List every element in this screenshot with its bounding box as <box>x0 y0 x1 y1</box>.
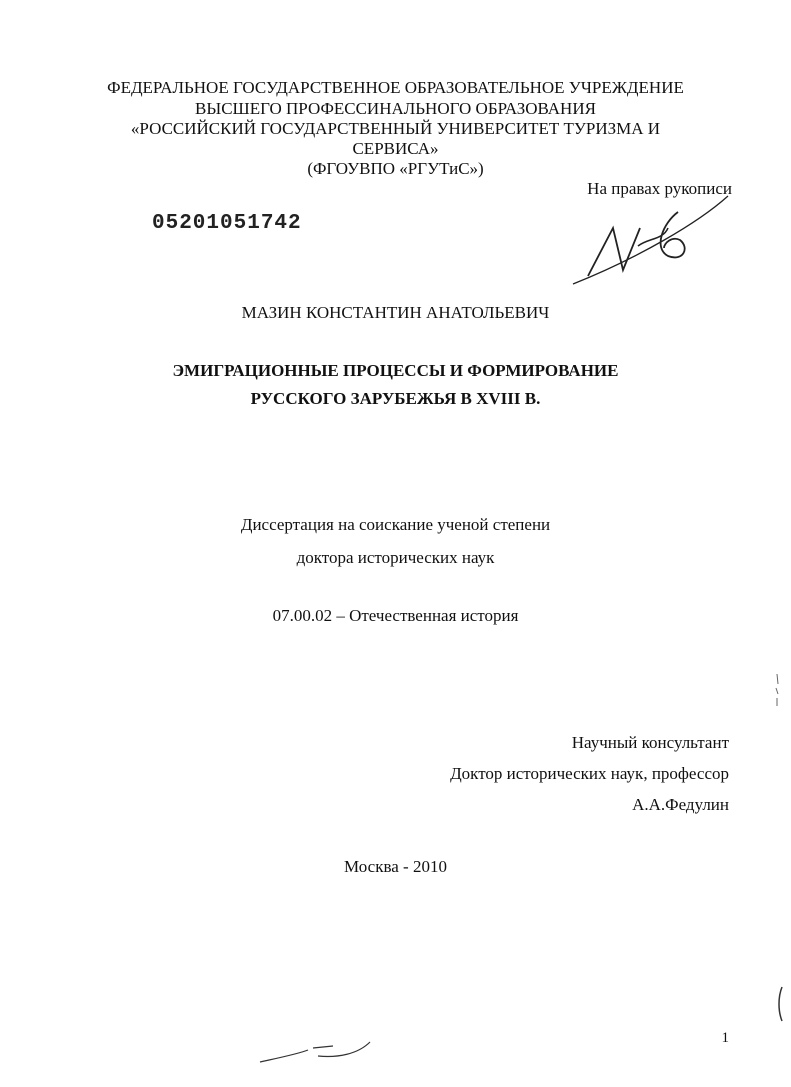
scribble-mark <box>258 1036 378 1066</box>
scan-mark-right <box>772 672 782 712</box>
institution-line-4: СЕРВИСА» <box>352 139 439 158</box>
institution-line-1: ФЕДЕРАЛЬНОЕ ГОСУДАРСТВЕННОЕ ОБРАЗОВАТЕЛЬНОЕ УЧРЕЖДЕНИЕ <box>107 78 684 97</box>
thesis-title-line-2: РУССКОГО ЗАРУБЕЖЬЯ В XVIII В. <box>250 389 541 408</box>
consultant-name: А.А.Федулин <box>632 795 729 814</box>
scan-mark-edge <box>776 985 786 1025</box>
author-name: МАЗИН КОНСТАНТИН АНАТОЛЬЕВИЧ <box>241 303 550 322</box>
signature-mark <box>568 188 728 298</box>
consultant-credentials: Доктор исторических наук, профессор <box>450 764 729 783</box>
degree-line-2: доктора исторических наук <box>296 548 495 567</box>
institution-abbreviation: (ФГОУВПО «РГУТиС») <box>307 159 484 178</box>
place-and-year: Москва - 2010 <box>344 857 447 876</box>
page-number: 1 <box>721 1030 729 1046</box>
registration-number: 05201051742 <box>152 212 302 235</box>
manuscript-note: На правах рукописи <box>587 179 732 198</box>
institution-line-2: ВЫСШЕГО ПРОФЕССИНАЛЬНОГО ОБРАЗОВАНИЯ <box>195 99 596 118</box>
consultant-label: Научный консультант <box>571 733 729 752</box>
specialty: 07.00.02 – Отечественная история <box>272 606 519 625</box>
degree-line-1: Диссертация на соискание ученой степени <box>240 515 551 534</box>
thesis-title-line-1: ЭМИГРАЦИОННЫЕ ПРОЦЕССЫ И ФОРМИРОВАНИЕ <box>172 361 619 380</box>
institution-line-3: «РОССИЙСКИЙ ГОСУДАРСТВЕННЫЙ УНИВЕРСИТЕТ ТУРИЗМА И <box>130 119 661 138</box>
